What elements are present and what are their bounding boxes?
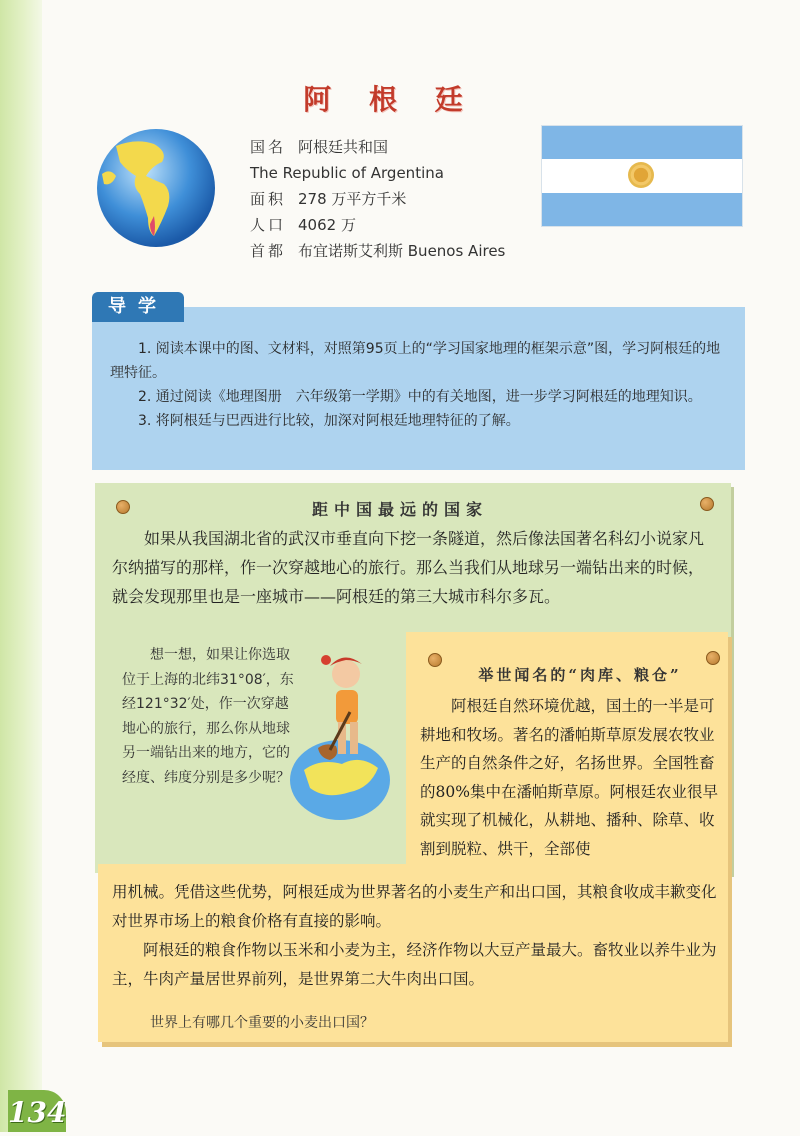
page-title: 阿 根 廷 bbox=[303, 83, 477, 116]
granary-text-lower bbox=[112, 878, 717, 994]
guide-box bbox=[92, 307, 745, 470]
population-label: 人口 bbox=[250, 216, 287, 234]
granary-paragraph: 阿根廷自然环境优越，国土的一半是可耕地和牧场。著名的潘帕斯草原发展农牧业生产的自然条件之好，名扬世界。全国牲畜的80%集中在潘帕斯草原。阿根廷农业很早就实现了机械化，从耕地、播种、除草、收割到脱粒、烘干，全部使 bbox=[420, 697, 718, 858]
granary-paragraph: 用机械。凭借这些优势，阿根廷成为世界著名的小麦生产和出口国，其粮食收成丰歉变化对世界市场上的粮食价格有直接的影响。 bbox=[112, 883, 717, 930]
granary-title: 举世闻名的“肉库、粮仓” bbox=[478, 666, 682, 684]
child-digging-illustration bbox=[290, 630, 400, 820]
granary-text-upper bbox=[420, 692, 720, 863]
country-area: 278 万平方千米 bbox=[298, 190, 407, 208]
think-question bbox=[122, 643, 294, 790]
sun-of-may-icon bbox=[628, 162, 654, 188]
capital-label: 首都 bbox=[250, 242, 287, 260]
farthest-text bbox=[112, 524, 712, 611]
guide-item: 1. 阅读本课中的图、文材料，对照第95页上的“学习国家地理的框架示意”图，学习阿根廷的地理特征。 bbox=[110, 341, 721, 381]
farthest-paragraph: 如果从我国湖北省的武汉市垂直向下挖一条隧道，然后像法国著名科幻小说家凡尔纳描写的那样，作一次穿越地心的旅行。那么当我们从地球另一端钻出来的时候，就会发现那里也是一座城市——阿根廷的第三大城市科尔多瓦。 bbox=[112, 529, 705, 606]
guide-item: 2. 通过阅读《地理图册 六年级第一学期》中的有关地图，进一步学习阿根廷的地理知识。 bbox=[138, 389, 702, 405]
think-paragraph: 想一想，如果让你选取位于上海的北纬31°08′，东经121°32′处，作一次穿越地心的旅行，那么你从地球另一端钻出来的地方，它的经度、纬度分别是多少呢？ bbox=[122, 647, 294, 786]
page-number: 134 bbox=[8, 1090, 66, 1132]
country-population: 4062 万 bbox=[298, 216, 356, 234]
country-name-en: The Republic of Argentina bbox=[250, 164, 444, 182]
granary-paragraph: 阿根廷的粮食作物以玉米和小麦为主，经济作物以大豆产量最大。畜牧业以养牛业为主，牛肉产量居世界前列，是世界第二大牛肉出口国。 bbox=[112, 941, 717, 988]
farthest-title: 距中国最远的国家 bbox=[311, 500, 488, 519]
country-name-cn: 阿根廷共和国 bbox=[298, 138, 389, 156]
argentina-flag bbox=[541, 125, 743, 227]
globe-icon bbox=[96, 128, 216, 248]
granary-question: 世界上有哪几个重要的小麦出口国？ bbox=[150, 1015, 374, 1031]
country-capital: 布宜诺斯艾利斯 Buenos Aires bbox=[298, 242, 506, 260]
name-label: 国名 bbox=[250, 138, 287, 156]
area-label: 面积 bbox=[250, 190, 287, 208]
guide-tab: 导学 bbox=[92, 292, 184, 322]
country-info bbox=[250, 134, 505, 264]
page-spine bbox=[0, 0, 42, 1132]
guide-item: 3. 将阿根廷与巴西进行比较，加深对阿根廷地理特征的了解。 bbox=[138, 413, 520, 429]
pin-icon bbox=[706, 651, 720, 665]
